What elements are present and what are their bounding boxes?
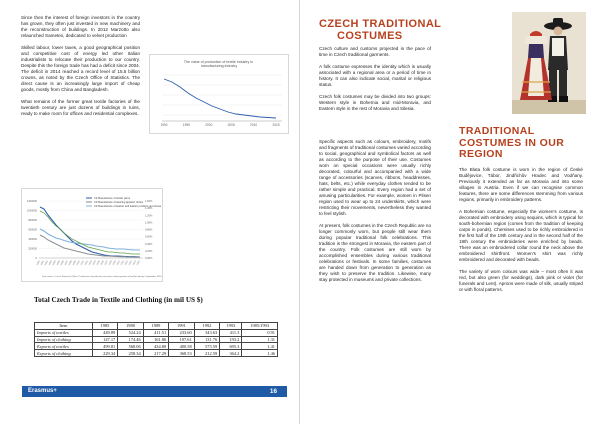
table-cell: 161.86 bbox=[143, 336, 168, 343]
table-header-cell: 1989 bbox=[143, 323, 168, 330]
small-chart-grid bbox=[162, 75, 282, 115]
big-line-chart bbox=[21, 188, 163, 282]
table-cell: 212.59 bbox=[194, 350, 219, 357]
table-cell: 147.17 bbox=[92, 336, 117, 343]
table-row-label: Imports of textiles bbox=[35, 329, 93, 336]
intro-text bbox=[21, 15, 140, 123]
heading-line: REGION bbox=[459, 148, 503, 160]
table-cell: 575.59 bbox=[194, 343, 219, 350]
table-header-cell: 1993 bbox=[220, 323, 242, 330]
heading-line: COSTUMES IN OUR bbox=[459, 136, 565, 149]
big-chart-x-tick-label: 1997 bbox=[64, 260, 69, 266]
big-chart-x-tick-label: 2002 bbox=[84, 260, 89, 266]
paragraph: What remains of the former great textile factories of the twentieth century are just dozens of buildings in ruins, ready to make room for offices and residential complexes. bbox=[21, 99, 140, 116]
big-chart-y-label: 200000 bbox=[28, 247, 37, 251]
trade-table-header-row bbox=[35, 323, 278, 330]
paragraph: A folk costume expresses the identity which is usually associated with a regional area or a period of time in history. It can also indicate social, marital or religious status. bbox=[319, 64, 431, 87]
big-chart-x-tick-label: 2003 bbox=[88, 260, 93, 266]
big-chart-x-tick-label: 2007 bbox=[104, 260, 109, 266]
big-chart-y2-label: 0,40% bbox=[145, 242, 153, 246]
right-column-3 bbox=[459, 167, 583, 299]
big-chart-x-tick-label: 2014 bbox=[132, 260, 137, 266]
big-chart-y-label: 800000 bbox=[28, 219, 37, 222]
table-row-label: Exports of clothing bbox=[35, 350, 93, 357]
big-chart-x-tick-label: 2009 bbox=[112, 260, 117, 266]
paragraph: At present, folk costumes in the Czech Republic are no longer commonly worn, but people still wear them during popular traditional folk celebrations. This tradition is the strongest in Moravia, the eastern part of the country. Folk costumes are still worn by accomplished ensembles during various traditional celebrations or festivals. In some families, costumes are handed down from generation to generation as they wish to preserve the tradition. Likewise, many stay protected in museums and private collections. bbox=[319, 223, 431, 282]
trade-table-body bbox=[35, 329, 278, 356]
big-chart-y2-label: 1,40% bbox=[145, 207, 153, 211]
paragraph: A Bohemian costume, especially the women's costume, is decorated with embroidery using sequins, which is typical for south-bohemian region (comes from the tradition of keeping carps in ponds). Chemises used to be richly embroidered in the first half of the 19th century and in the second half of the 19th century the embroideries were enriched by beads. There was an embroidered collar round the neck above the embroidered shirtfront. Women's shirt was richly embroidered and decorated with beads. bbox=[459, 209, 583, 262]
table-row bbox=[35, 350, 278, 357]
legend-label: CZ Manufacture of leather and leather products and shoes bbox=[94, 205, 162, 208]
small-chart-x-labels bbox=[160, 123, 279, 127]
table-cell: 411.51 bbox=[143, 329, 168, 336]
table-cell: 1.41 bbox=[242, 343, 278, 350]
table-cell: 1.46 bbox=[242, 350, 278, 357]
big-chart-x-tick-label: 1995 bbox=[56, 260, 61, 266]
small-line-chart bbox=[149, 54, 289, 134]
big-chart-x-tick-label: 2012 bbox=[124, 260, 129, 266]
heading-line: COSTUMES bbox=[337, 30, 403, 42]
big-chart-y-labels bbox=[27, 199, 38, 260]
small-chart-x-label: 1990 bbox=[160, 123, 168, 127]
small-chart-x-label: 2000 bbox=[205, 123, 213, 127]
big-chart-x-tick-label: 2008 bbox=[108, 260, 113, 266]
big-chart-y2-label: 1,00% bbox=[145, 221, 153, 225]
big-chart-x-tick-label: 1994 bbox=[52, 260, 57, 266]
table-header-cell: 1988 bbox=[118, 323, 143, 330]
table-cell: 411.3 bbox=[220, 329, 242, 336]
big-chart-x-tick-label: 2013 bbox=[128, 260, 133, 266]
big-chart-y2-labels bbox=[145, 199, 153, 260]
big-chart-y2-label: 0,80% bbox=[145, 228, 153, 232]
big-chart-x-tick-label: 1991 bbox=[40, 260, 45, 266]
big-chart-source: Data source: Czech Statistical Office. Production of production structures and proportion of textile industry, September 2016 bbox=[42, 276, 162, 278]
big-chart-x-tick-label: 2005 bbox=[96, 260, 101, 266]
big-chart-x-tick-label: 1998 bbox=[68, 260, 73, 266]
big-chart-y2-label: 1,20% bbox=[145, 214, 153, 218]
big-chart-x-tick-label: 2001 bbox=[80, 260, 85, 266]
table-cell: 364.2 bbox=[220, 350, 242, 357]
series-line-wearing-apparel bbox=[40, 235, 140, 257]
page-spine bbox=[299, 0, 300, 424]
table-header-cell: 1992 bbox=[194, 323, 219, 330]
small-chart-title bbox=[184, 60, 254, 68]
paragraph: The Blata folk costume is worn in the region of České Budějovice, Tábor, Jindřichův Hradec and Vodňany. Previously it extended as far as Moravia and into some villages in Austria. Even if we can recognise common features, there are some differences stemming from various regions, primarily in embroidery patterns. bbox=[459, 167, 583, 202]
table-cell: 400.58 bbox=[169, 343, 194, 350]
big-chart-x-tick-label: 1996 bbox=[60, 260, 65, 266]
table-cell: 0.91 bbox=[242, 329, 278, 336]
table-cell: 229.34 bbox=[92, 350, 117, 357]
erasmus-brand: Erasmus+ bbox=[28, 387, 57, 394]
small-chart-x-label: 2010 bbox=[250, 123, 258, 127]
chart-title-line: manufacturing industry bbox=[200, 64, 238, 68]
big-chart-x-tick-label: 1993 bbox=[48, 260, 53, 266]
big-chart-y-label: 1200000 bbox=[26, 200, 37, 203]
big-chart-x-tick-label: 2011 bbox=[120, 260, 125, 266]
small-chart-x-label: 1995 bbox=[182, 123, 190, 127]
table-cell: 258.34 bbox=[118, 350, 143, 357]
table-cell: 568.06 bbox=[118, 343, 143, 350]
table-row bbox=[35, 329, 278, 336]
big-chart-x-tick-label: 1992 bbox=[44, 260, 49, 266]
heading-traditional-costumes-region bbox=[459, 126, 564, 161]
big-chart-y-label: 600000 bbox=[28, 228, 37, 232]
big-chart-x-tick-label: 2010 bbox=[116, 260, 121, 266]
big-chart-x-tick-label: 2006 bbox=[100, 260, 105, 266]
big-chart-y-label: 0 bbox=[35, 257, 37, 260]
page-number: 16 bbox=[269, 387, 277, 395]
paragraph: The variety of worn colours was wide – most often it was red, but also green (for weddings), dark pink or violet (for funerals and Lent). Aprons were made of silk, usually striped or with floral patterns. bbox=[459, 269, 583, 292]
table-cell: 107.61 bbox=[169, 336, 194, 343]
right-column-2 bbox=[319, 139, 431, 289]
table-cell: 233.60 bbox=[169, 329, 194, 336]
small-chart-x-label: 2005 bbox=[227, 123, 235, 127]
trade-table-title: Total Czech Trade in Textile and Clothing (in mil US $) bbox=[34, 296, 203, 304]
table-row bbox=[35, 336, 278, 343]
table-row bbox=[35, 343, 278, 350]
table-cell: 343.63 bbox=[194, 329, 219, 336]
big-chart-x-tick-label: 1999 bbox=[72, 260, 77, 266]
paragraph: Czech folk costumes may be divided into two groups: Western style in Bohemia and mid-Moravia, and Eastern style in the rest of Moravia and Silesia. bbox=[319, 94, 431, 111]
big-chart-x-tick-label: 1990 bbox=[36, 260, 41, 266]
table-header-cell: 1985 bbox=[92, 323, 117, 330]
page-footer-bar bbox=[22, 386, 287, 397]
big-chart-y-label: 400000 bbox=[28, 238, 37, 241]
legend-label: CZ Manufacture of textile yarns bbox=[94, 197, 131, 200]
small-chart-x-label: 2015 bbox=[272, 123, 280, 127]
heading-line: TRADITIONAL bbox=[459, 125, 535, 137]
table-header-cell: Item bbox=[35, 323, 93, 330]
big-chart-y2-label: 0,20% bbox=[145, 249, 153, 253]
table-cell: 524.24 bbox=[118, 329, 143, 336]
big-chart-y2-label: 0,00% bbox=[145, 257, 153, 260]
paragraph: Skilled labour, lower taxes, a good geographical position and competitive cost of energy led other Italian industrialists to relocate their production to our country. Despite this the foreign trade has had a deficit since 2004. The deficit in 2014 reached a record level of 15.5 billion crowns, as noted by the Czech Office of Statistics. The direct cause is an increasingly large import of cheap goods, mostly from China and Bangladesh. bbox=[21, 45, 140, 92]
right-column-1 bbox=[319, 46, 431, 118]
table-row-label: Exports of textiles bbox=[35, 343, 93, 350]
table-cell: 368.53 bbox=[169, 350, 194, 357]
costume-photo bbox=[512, 12, 586, 114]
big-chart-y-label: 1000000 bbox=[26, 209, 37, 213]
table-header-cell: 1985/1993 bbox=[242, 323, 278, 330]
paragraph: Specific aspects such as colours, embroidery, motifs and fragments of traditional costumes varied according to social, geographical and symbolical factors as well as according to the purpose of their use. Costumes worn on special occasions were usually richly decorated, colourful and accompanied with a wide range of accessories (scarves, ribbons, headdresses, hats, belts, etc.) while everyday clothes tended to be rather simple and practical. Every region had a set of amusing particularities. For example, women in Pilsen region used to wear up to 24 underskirts, which were restricting their movements, nevertheless they wanted to feel stylish. bbox=[319, 139, 431, 216]
costume-photo-svg bbox=[512, 12, 586, 114]
big-chart-x-tick-labels bbox=[37, 260, 142, 266]
heading-czech-traditional-costumes bbox=[319, 18, 441, 42]
series-line-leather bbox=[40, 229, 140, 250]
heading-line: CZECH TRADITIONAL bbox=[319, 18, 442, 30]
table-cell: 449.89 bbox=[92, 329, 117, 336]
table-header-cell: 1991 bbox=[169, 323, 194, 330]
big-chart-y2-label: 0,60% bbox=[145, 235, 153, 239]
table-row-label: Imports of clothing bbox=[35, 336, 93, 343]
big-chart-x-tick-label: 2004 bbox=[92, 260, 97, 266]
chart-title-line: The value of production of textile industry in bbox=[183, 60, 254, 64]
table-cell: 193.2 bbox=[220, 336, 242, 343]
table-cell: 217.29 bbox=[143, 350, 168, 357]
table-cell: 174.46 bbox=[118, 336, 143, 343]
table-cell: 499.81 bbox=[92, 343, 117, 350]
big-chart-x-tick-label: 2000 bbox=[76, 260, 81, 266]
trade-table bbox=[34, 322, 278, 357]
series-line-share bbox=[40, 211, 140, 254]
small-chart-svg bbox=[150, 55, 288, 133]
table-cell: 131.76 bbox=[194, 336, 219, 343]
table-cell: 1.31 bbox=[242, 336, 278, 343]
paragraph: Since then the interest of foreign investors in the country has grown, they often just invested in new machinery and the reconstruction of buildings. In 2012 Marzotto also relaunched Sametex, dedicated to velvet production bbox=[21, 15, 140, 38]
table-cell: 434.80 bbox=[143, 343, 168, 350]
legend-label: CZ Manufacture of wearing apparel, shoes bbox=[94, 201, 144, 204]
table-cell: 695.3 bbox=[220, 343, 242, 350]
big-chart-x-tick-label: 2015 bbox=[136, 260, 141, 266]
big-chart-y2-label: 1,60% bbox=[145, 200, 153, 203]
big-chart-svg bbox=[22, 189, 162, 281]
paragraph: Czech culture and customs projected in the pace of time in Czech traditional garments. bbox=[319, 46, 431, 57]
